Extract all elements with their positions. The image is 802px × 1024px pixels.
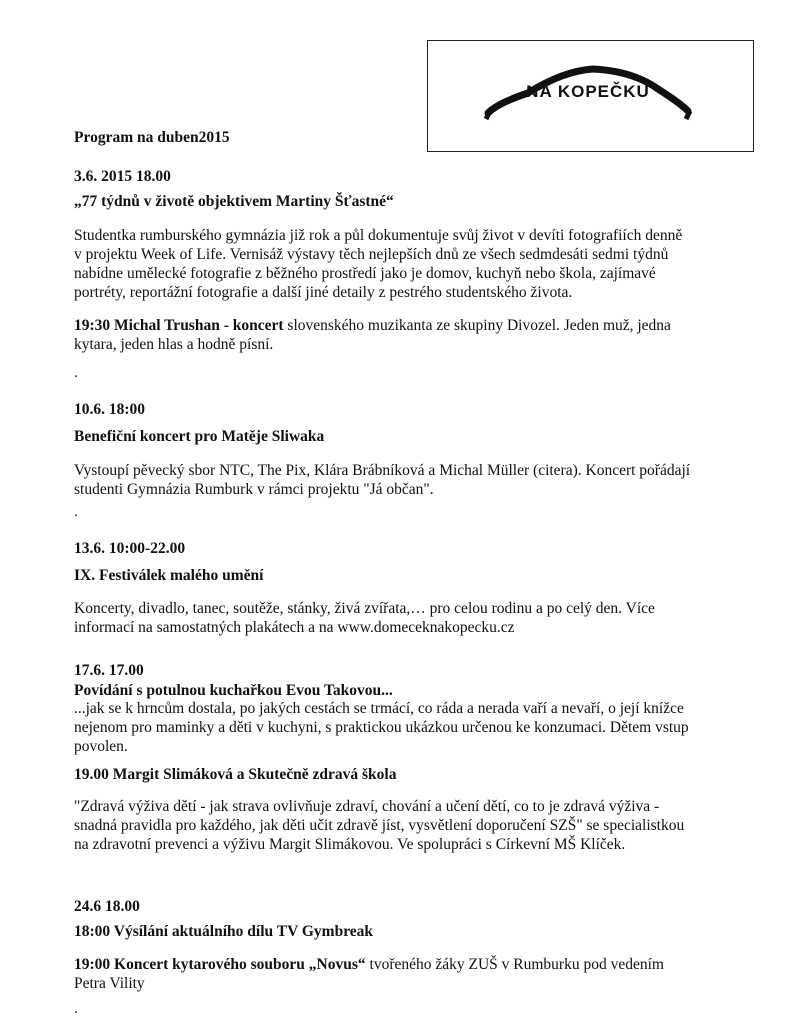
event5-item2-line2: Petra Vility bbox=[74, 975, 145, 992]
program-title: Program na duben2015 bbox=[74, 129, 230, 146]
event1-concert-desc: slovenského muzikanta ze skupiny Divozel. Jeden muž, jedna bbox=[283, 317, 671, 334]
event2-title: Benefiční koncert pro Matěje Sliwaka bbox=[74, 428, 325, 445]
event1-desc-line: portréty, reportážní fotografie a další jiné detaily z pestrého studentského života. bbox=[74, 284, 573, 301]
event1-description bbox=[74, 226, 764, 302]
event5-item1: 18:00 Výsílání aktuálního dílu TV Gymbreak bbox=[74, 923, 374, 940]
event1-title: „77 týdnů v životě objektivem Martiny Šťastné“ bbox=[74, 193, 394, 210]
event1-concert bbox=[74, 316, 764, 354]
event2-date: 10.6. 18:00 bbox=[74, 401, 146, 418]
event4-description bbox=[74, 699, 764, 756]
event5-item2-desc: tvořeného žáky ZUŠ v Rumburku pod vedením bbox=[365, 956, 664, 973]
logo-box bbox=[427, 40, 754, 152]
logo-text: NA KOPEČKU bbox=[526, 82, 650, 101]
event1-desc-line: Studentka rumburského gymnázia již rok a půl dokumentuje svůj život v devíti fotografiích denně bbox=[74, 227, 683, 244]
event3-desc-line: informací na samostatných plakátech a na www.domeceknakopecku.cz bbox=[74, 619, 515, 636]
event4-desc-line: povolen. bbox=[74, 738, 128, 755]
event4-sub-description bbox=[74, 797, 764, 854]
logo-hill-graphic bbox=[428, 41, 755, 153]
event4-desc-line: nejenom pro maminky a děti v kuchyni, s praktickou ukázkou určenou ke konzumaci. Dětem vstup bbox=[74, 719, 689, 736]
event4-subtitle: 19.00 Margit Slimáková a Skutečně zdravá škola bbox=[74, 766, 397, 783]
event3-date: 13.6. 10:00-22.00 bbox=[74, 540, 186, 557]
separator-dot: . bbox=[74, 1001, 78, 1017]
event2-desc-line: studenti Gymnázia Rumburk v rámci projektu "Já občan". bbox=[74, 481, 434, 498]
event1-desc-line: nabídne umělecké fotografie z běžného prostředí jako je domov, kuchyň nebo škola, zajímavé bbox=[74, 265, 656, 282]
event5-item2-title: 19:00 Koncert kytarového souboru „Novus“ bbox=[74, 956, 366, 973]
separator-dot: . bbox=[74, 504, 78, 520]
event3-title: IX. Festiválek malého umění bbox=[74, 567, 264, 584]
event3-desc-line: Koncerty, divadlo, tanec, soutěže, stánky, živá zvířata,… pro celou rodinu a po celý den. Více bbox=[74, 600, 655, 617]
event1-date: 3.6. 2015 18.00 bbox=[74, 168, 171, 185]
event4-sub-line: "Zdravá výživa dětí - jak strava ovlivňuje zdraví, chování a učení dětí, co to je zdravá výživa - bbox=[74, 798, 660, 815]
event5-date: 24.6 18.00 bbox=[74, 898, 140, 915]
event4-sub-line: snadná pravidla pro každého, jak děti učit zdravě jíst, vysvětlení doporučení SZŠ" se specialistkou bbox=[74, 817, 685, 834]
event2-desc-line: Vystoupí pěvecký sbor NTC, The Pix, Klára Brábníková a Michal Müller (citera). Koncert pořádají bbox=[74, 462, 691, 479]
event5-item2 bbox=[74, 955, 764, 993]
event1-concert-line2: kytara, jeden hlas a hodně písní. bbox=[74, 336, 274, 353]
event2-description bbox=[74, 461, 764, 499]
event1-concert-time: 19:30 Michal Trushan - koncert bbox=[74, 317, 284, 334]
event3-description bbox=[74, 599, 764, 637]
event4-sub-line: na zdravotní prevenci a výživu Margit Slimákovou. Ve spolupráci s Církevní MŠ Klíček. bbox=[74, 836, 626, 853]
separator-dot: . bbox=[74, 365, 78, 381]
event1-desc-line: v projektu Week of Life. Vernisáž výstavy těch nejlepších dnů ze všech sedmdesáti sedmi týdnů bbox=[74, 246, 669, 263]
event4-title: Povídání s potulnou kuchařkou Evou Takovou... bbox=[74, 682, 393, 699]
event4-desc-line: ...jak se k hrncům dostala, po jakých cestách se trmácí, co ráda a nerada vaří a nevaří, o její knížce bbox=[74, 700, 684, 717]
event4-date: 17.6. 17.00 bbox=[74, 662, 144, 679]
